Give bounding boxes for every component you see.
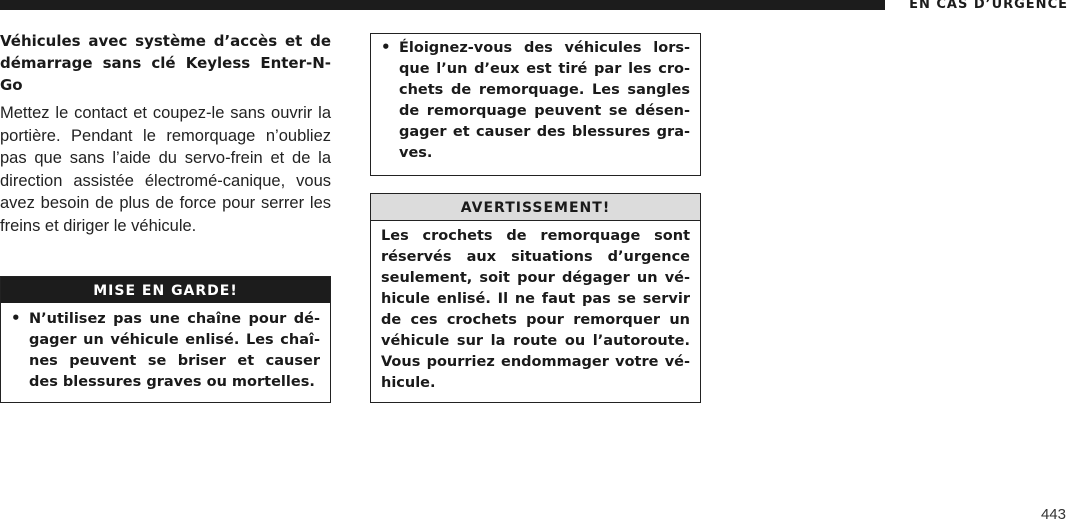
- list-item: [381, 38, 690, 164]
- continued-list: [371, 34, 700, 164]
- page-number: 443: [1040, 506, 1066, 523]
- continued-bullet-text: Éloignez-vous des véhicules lors-que l’un d’eux est tiré par les cro-chets de remorquage. Les sangles de remorquage peuvent se désen-gager et causer des blessures gra-ves.: [399, 40, 690, 161]
- warning-heading: AVERTISSEMENT!: [371, 194, 700, 221]
- section-header-title: EN CAS D’URGENCE: [909, 0, 1068, 12]
- body-paragraph: Mettez le contact et coupez-le sans ouvrir la portière. Pendant le remorquage n’oubliez pas que sans l’aide du servo-frein et de la direction assistée électromé-canique, vous avez besoin de plus de force pour serrer les freins et diriger le véhicule.: [0, 104, 331, 235]
- caution-bullet-text: N’utilisez pas une chaîne pour dé-gager un véhicule enlisé. Les chaî-nes peuvent se briser et causer des blessures graves ou mortelles.: [29, 311, 320, 390]
- caution-box: [0, 276, 331, 403]
- caution-heading: MISE EN GARDE!: [1, 277, 330, 303]
- section-title: Véhicules avec système d’accès et de démarrage sans clé Keyless Enter-N-Go: [0, 32, 331, 94]
- left-column: [0, 30, 331, 237]
- bullet-icon: •: [381, 38, 391, 56]
- warning-text: Les crochets de remorquage sont réservés aux situations d’urgence seulement, soit pour dégager un vé-hicule enlisé. Il ne faut pas se servir de ces crochets pour remorquer un véhicule sur la route ou l’autoroute. Vous pourriez endommager votre vé-hicule.: [381, 228, 690, 391]
- bullet-icon: •: [11, 309, 21, 327]
- header-bar: [0, 0, 885, 10]
- list-item: [11, 309, 320, 393]
- warning-box: [370, 193, 701, 403]
- continued-warning-box: [370, 33, 701, 176]
- caution-list: [1, 303, 330, 393]
